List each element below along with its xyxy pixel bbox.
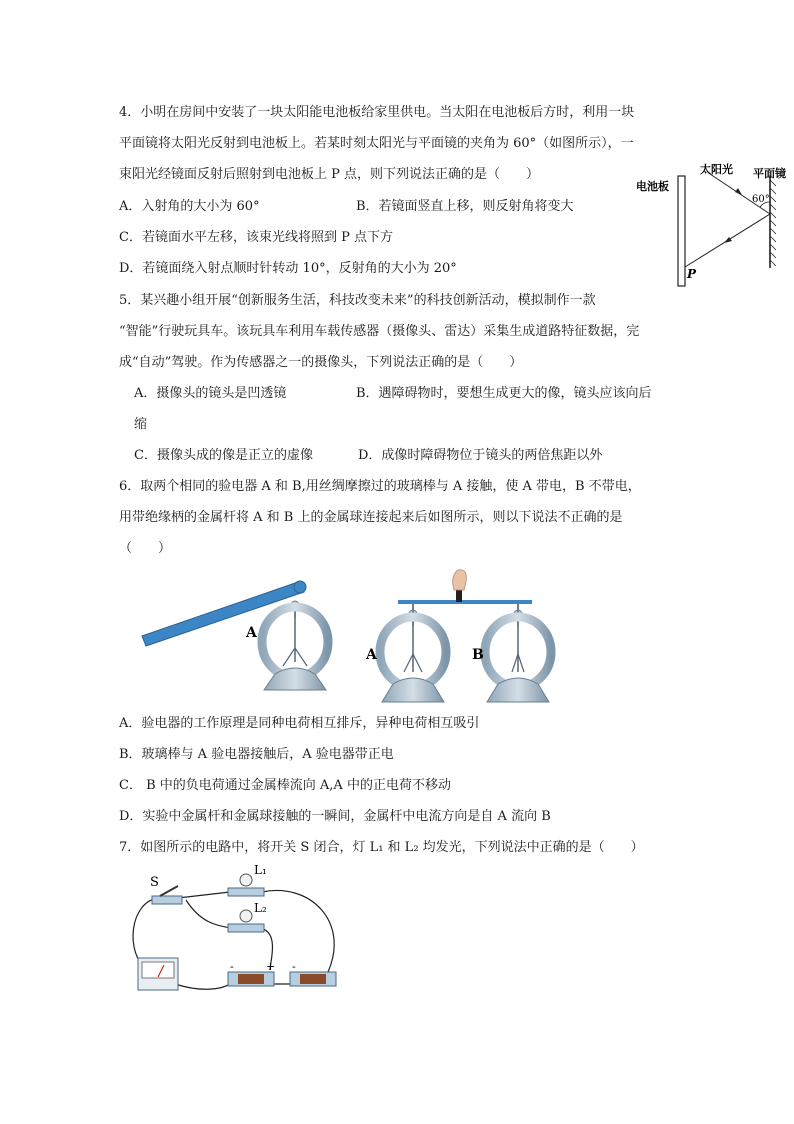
q6-option-b: B．玻璃棒与 A 验电器接触后，A 验电器带正电 (119, 747, 394, 762)
battery2-cell (300, 974, 326, 984)
q5-option-c: C．摄像头成的像是正立的虚像 (134, 448, 313, 463)
lamp2-base (228, 924, 264, 932)
q4-mirror-figure (636, 156, 794, 290)
q5-option-b: B．遇障碍物时，要想生成更大的像，镜头应该向后 (356, 386, 652, 401)
meter-dial (142, 962, 174, 978)
electroscope-a-left (262, 601, 328, 690)
battery1-minus: - (230, 960, 234, 973)
q6-stem-line2: 用带绝缘柄的金属杆将 A 和 B 上的金属球连接起来后如图所示，则以下说法不正确的是 (119, 510, 623, 525)
q5-option-a: A．摄像头的镜头是凹透镜 (134, 386, 287, 401)
q6-option-a: A．验电器的工作原理是同种电荷相互排斥，异种电荷相互吸引 (119, 716, 480, 731)
q7-circuit-figure (120, 862, 350, 1004)
hand-icon (453, 570, 467, 590)
q4-option-b: B．若镜面竖直上移，则反射角将变大 (356, 199, 574, 214)
incident-arrow (735, 188, 742, 195)
q6-electroscope-figure (138, 562, 558, 712)
mirror-label: 平面镜 (753, 167, 786, 180)
q4-stem-line2: 平面镜将太阳光反射到电池板上。若某时刻太阳光与平面镜的夹角为 60°（如图所示），一 (119, 136, 634, 151)
label-a-right: A (366, 647, 377, 663)
lamp1-bulb (240, 874, 252, 886)
metal-rod (398, 600, 532, 604)
q6-option-d: D．实验中金属杆和金属球接触的一瞬间，金属杆中电流方向是自 A 流向 B (119, 809, 551, 824)
q4-option-a: A．入射角的大小为 60° (119, 199, 260, 214)
electroscope-a-right (380, 604, 446, 702)
q4-stem-line1: 4．小明在房间中安装了一块太阳能电池板给家里供电。当太阳在电池板后方时，利用一块 (119, 105, 635, 120)
q7-stem-line1: 7．如图所示的电路中，将开关 S 闭合，灯 L₁ 和 L₂ 均发光，下列说法中正确的是（ ） (119, 840, 644, 855)
angle-label: 60° (752, 194, 770, 205)
sunlight-label: 太阳光 (700, 163, 733, 176)
q5-option-d: D．成像时障碍物位于镜头的两倍焦距以外 (358, 448, 603, 463)
solar-panel-shape (678, 176, 685, 286)
q6-option-c: C． B 中的负电荷通过金属棒流向 A,A 中的正电荷不移动 (119, 778, 451, 793)
switch-base (152, 896, 182, 904)
battery1-plus: + (266, 960, 276, 973)
point-p-label: P (687, 267, 697, 281)
label-a-left: A (246, 625, 257, 641)
q5-stem-line2: “智能”行驶玩具车。该玩具车利用车载传感器（摄像头、雷达）采集生成道路特征数据，完 (119, 324, 640, 339)
battery1-cell (238, 974, 264, 984)
glass-rod-tip (294, 581, 306, 593)
label-b: B (472, 647, 484, 663)
q5-stem-line1: 5．某兴趣小组开展“创新服务生活，科技改变未来”的科技创新活动，模拟制作一款 (119, 293, 596, 308)
q5-stem-line3: 成“自动”驾驶。作为传感器之一的摄像头，下列说法正确的是（ ） (119, 355, 523, 370)
q6-stem-line3: （ ） (119, 541, 172, 556)
lamp1-label: L₁ (254, 863, 267, 877)
q6-stem-line1: 6．取两个相同的验电器 A 和 B,用丝绸摩擦过的玻璃棒与 A 接触，使 A 带电，B 不带电， (119, 479, 641, 494)
q4-stem-line3: 束阳光经镜面反射后照射到电池板上 P 点，则下列说法正确的是（ ） (119, 167, 540, 182)
lamp2-label: L₂ (254, 901, 267, 915)
q4-option-d: D．若镜面绕入射点顺时针转动 10°，反射角的大小为 20° (119, 261, 457, 276)
lamp2-bulb (240, 910, 252, 922)
q5-option-b-cont: 缩 (134, 417, 148, 432)
q4-option-c: C．若镜面水平左移，该束光线将照到 P 点下方 (119, 230, 393, 245)
switch-lever (160, 886, 178, 896)
switch-label: S (150, 875, 159, 890)
solar-panel-label: 电池板 (636, 180, 669, 193)
lamp1-base (228, 888, 264, 896)
electroscope-b (485, 604, 551, 702)
battery2-minus: - (292, 960, 296, 973)
mirror-hatching (770, 180, 776, 266)
